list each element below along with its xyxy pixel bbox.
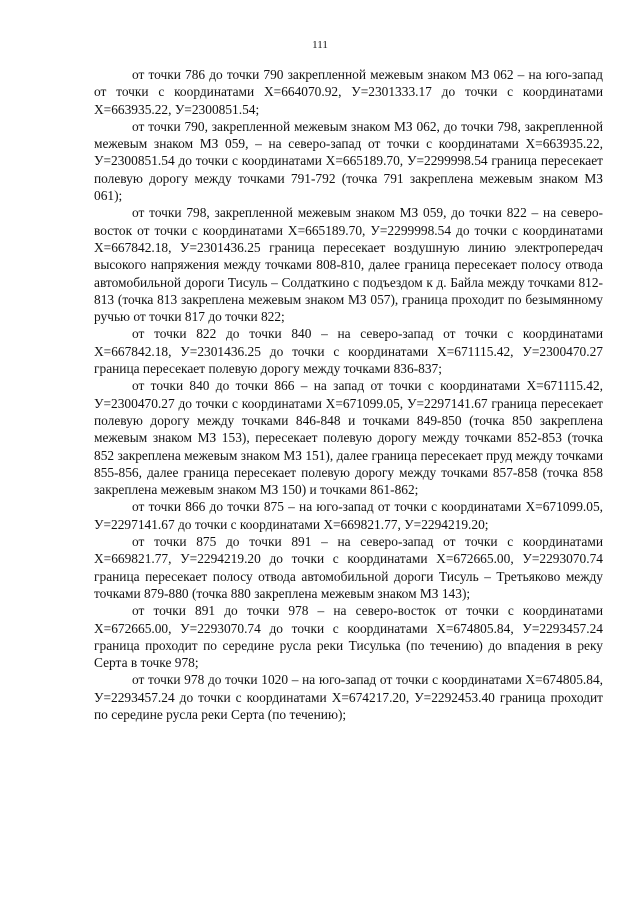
document-body bbox=[94, 66, 603, 723]
paragraph: от точки 875 до точки 891 – на северо-запад от точки с координатами Х=669821.77, У=2294219.20 до точки с координатами Х=672665.00, У=2293070.74 граница пересекает полосу отвода автомобильной дороги Тисуль – Третьяково между точками 879-880 (точка 880 закреплена межевым знаком МЗ 143); bbox=[94, 534, 603, 601]
paragraph: от точки 798, закрепленной межевым знаком МЗ 059, до точки 822 – на северо-восток от точки с координатами Х=665189.70, У=2299998.54 до точки с координатами Х=667842.18, У=2301436.25 граница пересекает воздушную линию электропередач высокого напряжения между точками 808-810, далее граница пересекает полосу отвода автомобильной дороги Тисуль – Солдаткино с подъездом к д. Байла между точками 812-813 (точка 813 закреплена межевым знаком МЗ 057), граница проходит по безымянному ручью от точки 817 до точки 822; bbox=[94, 205, 603, 325]
paragraph: от точки 978 до точки 1020 – на юго-запад от точки с координатами Х=674805.84, У=2293457.24 до точки с координатами Х=674217.20, У=2292453.40 граница проходит по середине русла реки Серта (по течению); bbox=[94, 672, 603, 722]
paragraph: от точки 786 до точки 790 закрепленной межевым знаком МЗ 062 – на юго-запад от точки с координатами Х=664070.92, У=2301333.17 до точки с координатами Х=663935.22, У=2300851.54; bbox=[94, 67, 603, 117]
paragraph: от точки 891 до точки 978 – на северо-восток от точки с координатами Х=672665.00, У=2293070.74 до точки с координатами Х=674805.84, У=2293457.24 граница проходит по середине русла реки Тисулька (по течению) до впадения в реку Серта в точке 978; bbox=[94, 603, 603, 671]
paragraph: от точки 866 до точки 875 – на юго-запад от точки с координатами Х=671099.05, У=2297141.67 до точки с координатами Х=669821.77, У=2294219.20; bbox=[94, 499, 603, 532]
paragraph: от точки 790, закрепленной межевым знаком МЗ 062, до точки 798, закрепленной межевым знаком МЗ 059, – на северо-запад от точки с координатами Х=663935.22, У=2300851.54 до точки с координатами Х=665189.70, У=2299998.54 граница пересекает полевую дорогу между точками 791-792 (точка 791 закреплена межевым знаком МЗ 061); bbox=[94, 118, 603, 204]
page-number: 111 bbox=[312, 39, 328, 51]
paragraph: от точки 840 до точки 866 – на запад от точки с координатами Х=671115.42, У=2300470.27 до точки с координатами Х=671099.05, У=2297141.67 граница пересекает полевую дорогу между точками 846-848 и точками 849-850 (точка 850 закреплена межевым знаком МЗ 153), пересекает полевую дорогу между точками 852-853 (точка 852 закреплена межевым знаком МЗ 151), далее граница пересекает пруд между точками 855-856, далее граница пересекает полевую дорогу между точками 857-858 (точка 858 закреплена межевым знаком МЗ 150) и точками 861-862; bbox=[94, 378, 603, 498]
paragraph: от точки 822 до точки 840 – на северо-запад от точки с координатами Х=667842.18, У=2301436.25 до точки с координатами Х=671115.42, У=2300470.27 граница пересекает полевую дорогу между точками 836-837; bbox=[94, 326, 603, 377]
